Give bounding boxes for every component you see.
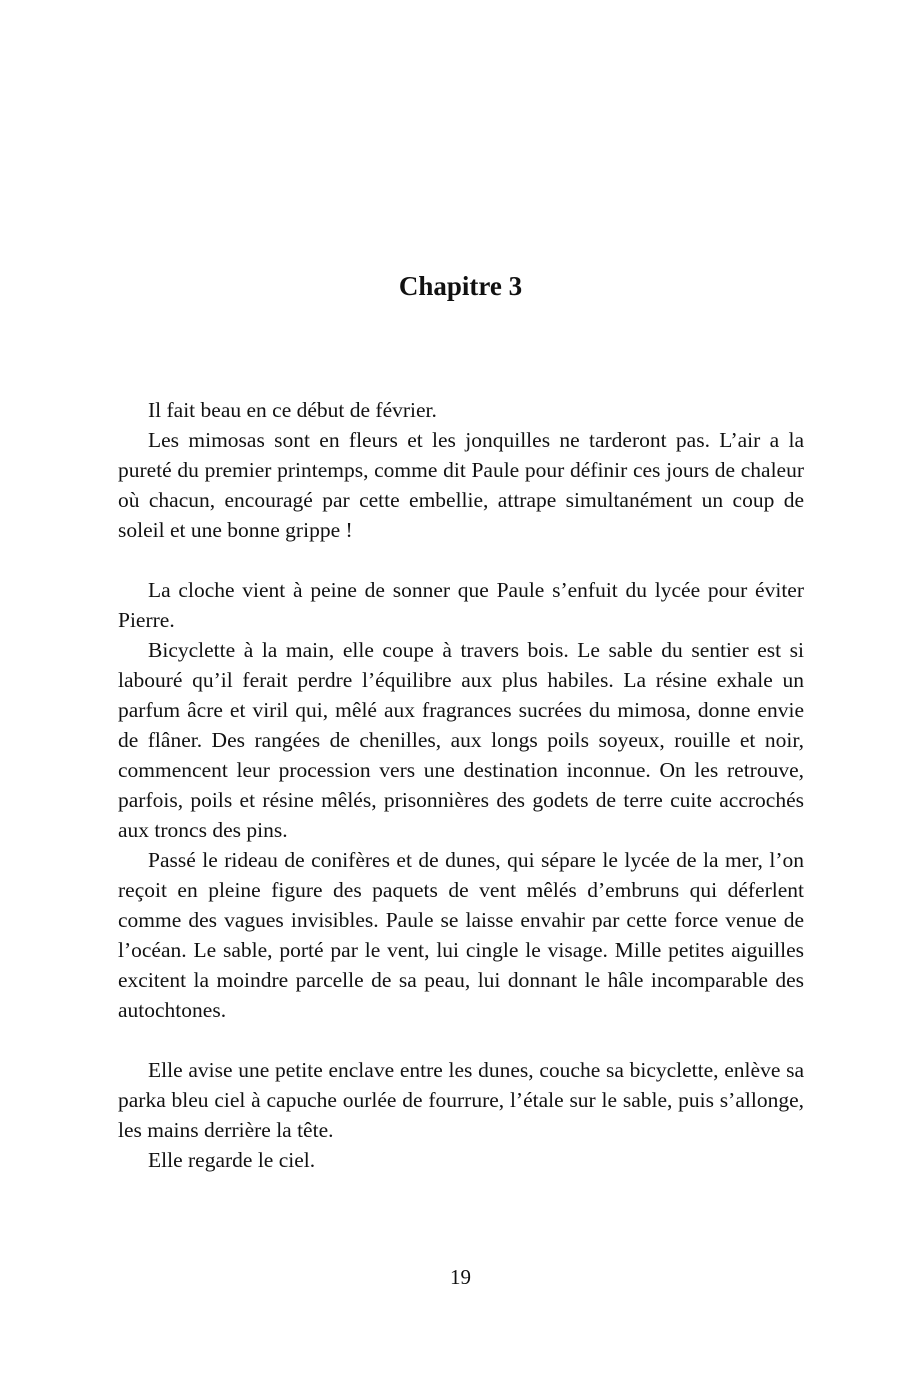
chapter-body xyxy=(118,395,804,1175)
chapter-title: Chapitre 3 xyxy=(398,271,523,301)
paragraph: Il fait beau en ce début de février. xyxy=(148,398,437,422)
paragraph: Elle avise une petite enclave entre les dunes, couche sa bicyclette, enlève sa parka bleu ciel à capuche ourlée de fourrure, l’étale sur le sable, puis s’allonge, les mains derrière la tête. xyxy=(118,1058,804,1142)
paragraph: Les mimosas sont en fleurs et les jonquilles ne tarderont pas. L’air a la pureté du premier printemps, comme dit Paule pour définir ces jours de chaleur où chacun, encouragé par cette embellie, attrape simultanément un coup de soleil et une bonne grippe ! xyxy=(118,428,804,542)
paragraph: Passé le rideau de conifères et de dunes, qui sépare le lycée de la mer, l’on reçoit en pleine figure des paquets de vent mêlés d’embruns qui déferlent comme des vagues invisibles. Paule se laisse envahir par cette force venue de l’océan. Le sable, porté par le vent, lui cingle le visage. Mille petites aiguilles excitent la moindre parcelle de sa peau, lui donnant le hâle incomparable des autochtones. xyxy=(118,848,804,1022)
paragraph: Elle regarde le ciel. xyxy=(148,1148,316,1172)
paragraph: La cloche vient à peine de sonner que Paule s’enfuit du lycée pour éviter Pierre. xyxy=(118,578,804,632)
paragraph: Bicyclette à la main, elle coupe à travers bois. Le sable du sentier est si labouré qu’il ferait perdre l’équilibre aux plus habiles. La résine exhale un parfum âcre et viril qui, mêlé aux fragrances sucrées du mimosa, donne envie de flâner. Des rangées de chenilles, aux longs poils soyeux, rouille et noir, commencent leur procession vers une destination inconnue. On les retrouve, parfois, poils et résine mêlés, prisonnières des godets de terre cuite accrochés aux troncs des pins. xyxy=(118,638,804,842)
page-number: 19 xyxy=(450,1265,471,1289)
